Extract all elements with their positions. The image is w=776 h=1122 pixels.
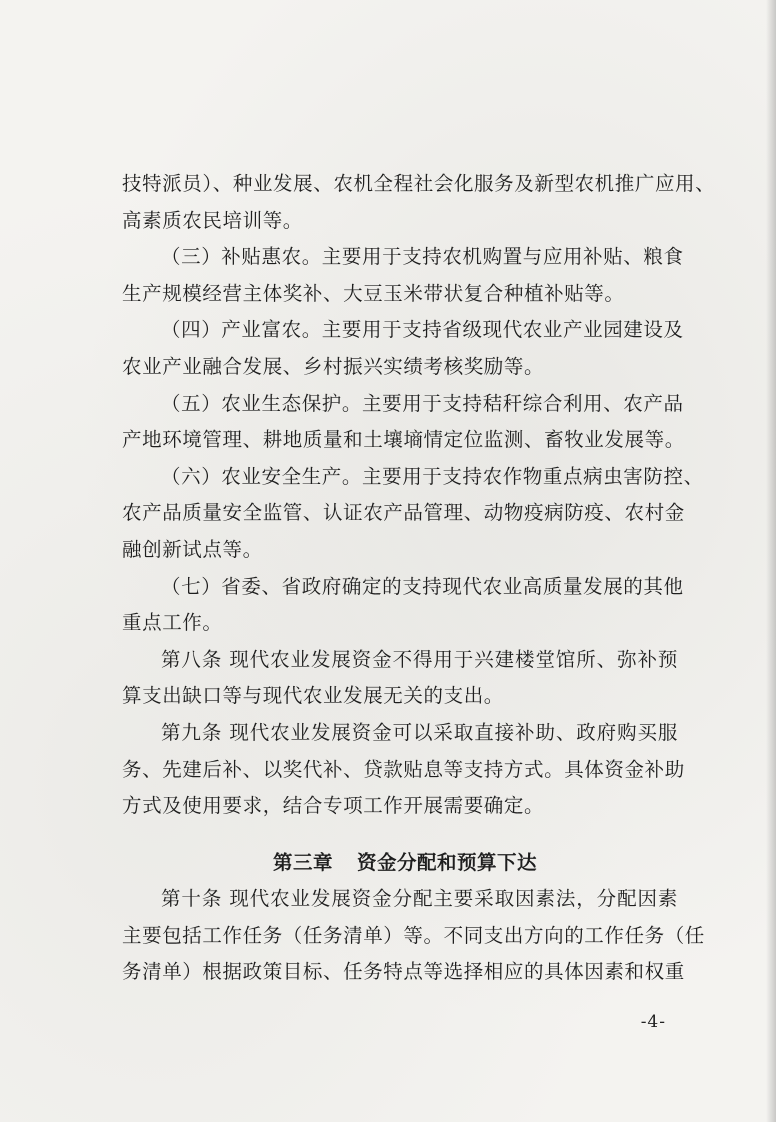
text-line: 融创新试点等。 <box>122 537 263 561</box>
text-line: 算支出缺口等与现代农业发展无关的支出。 <box>122 684 504 708</box>
article-9-line: 第九条 现代农业发展资金可以采取直接补助、政府购买服 <box>161 720 678 744</box>
article-10-line: 第十条 现代农业发展资金分配主要采取因素法，分配因素 <box>161 887 678 911</box>
text-line: 务清单）根据政策目标、任务特点等选择相应的具体因素和权重 <box>122 960 685 984</box>
scan-edge-shadow <box>766 0 776 1122</box>
text-line: 重点工作。 <box>122 611 223 635</box>
chapter-title: 资金分配和预算下达 <box>357 850 538 874</box>
text-line: 技特派员）、种业发展、农机全程社会化服务及新型农机推广应用、 <box>122 172 716 195</box>
page-number: -4- <box>640 1012 666 1032</box>
text-line: 产地环境管理、耕地质量和土壤墒情定位监测、畜牧业发展等。 <box>122 428 685 452</box>
text-line: 务、先建后补、以奖代补、贷款贴息等支持方式。具体资金补助 <box>122 757 685 781</box>
text-line: （四）产业富农。主要用于支持省级现代农业产业园建设及 <box>161 318 684 342</box>
text-line: （五）农业生态保护。主要用于支持秸秆综合利用、农产品 <box>161 391 684 415</box>
text-line: 农产品质量安全监管、认证农产品管理、动物疫病防疫、农村金 <box>122 501 685 525</box>
chapter-number: 第三章 <box>272 850 333 874</box>
text-line: 方式及使用要求，结合专项工作开展需要确定。 <box>122 794 545 818</box>
text-line: （六）农业安全生产。主要用于支持农作物重点病虫害防控、 <box>161 464 704 488</box>
text-line: （七）省委、省政府确定的支持现代农业高质量发展的其他 <box>161 574 684 598</box>
article-8-line: 第八条 现代农业发展资金不得用于兴建楼堂馆所、弥补预 <box>161 647 678 671</box>
text-line: 生产规模经营主体奖补、大豆玉米带状复合种植补贴等。 <box>122 281 625 305</box>
text-line: 农业产业融合发展、乡村振兴实绩考核奖励等。 <box>122 354 545 378</box>
text-line: （三）补贴惠农。主要用于支持农机购置与应用补贴、粮食 <box>161 245 684 269</box>
document-body <box>122 166 716 991</box>
text-line: 主要包括工作任务（任务清单）等。不同支出方向的工作任务（任 <box>122 923 705 947</box>
chapter-heading <box>122 845 678 882</box>
text-line: 高素质农民培训等。 <box>122 208 303 232</box>
